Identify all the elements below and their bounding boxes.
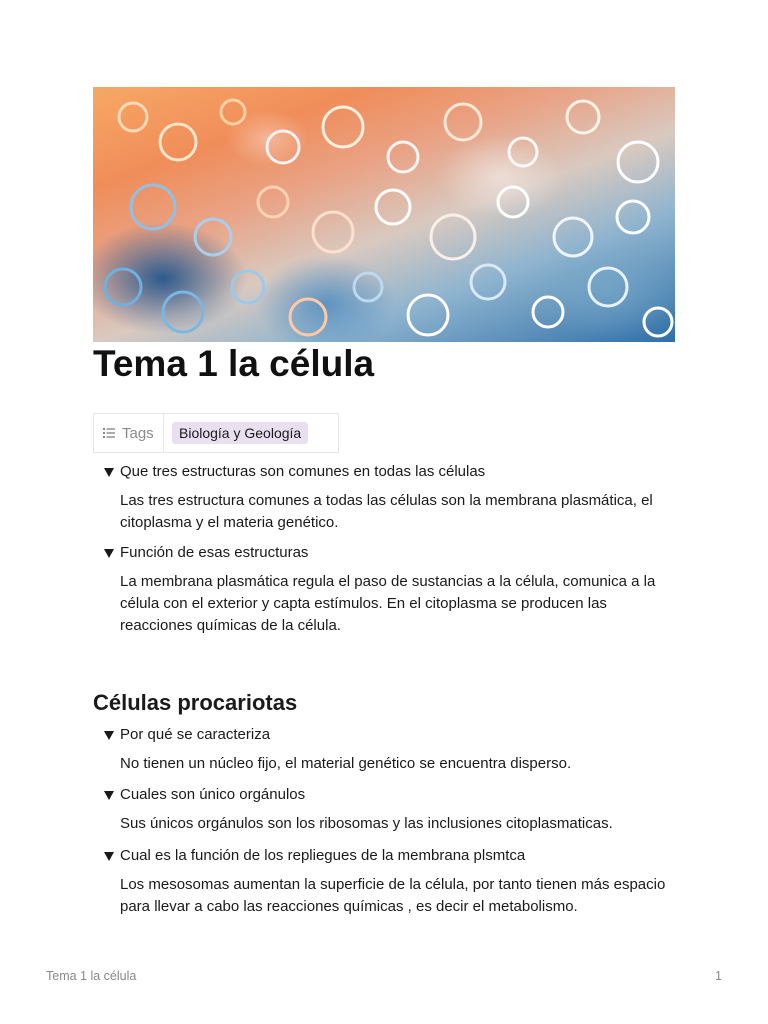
toggle-question-text: Que tres estructuras son comunes en todas las células xyxy=(120,463,486,480)
toggle-question[interactable] xyxy=(104,846,684,866)
toggle-block[interactable] xyxy=(104,543,684,637)
tag-chip[interactable]: Biología y Geología xyxy=(172,422,308,444)
toggle-block[interactable] xyxy=(104,785,684,835)
toggle-question[interactable] xyxy=(104,543,684,563)
tags-property-value[interactable] xyxy=(164,414,308,452)
toggle-answer: Sus únicos orgánulos son los ribosomas y las inclusiones citoplasmaticas. xyxy=(120,815,613,832)
triangle-down-icon[interactable] xyxy=(104,852,114,861)
toggle-question-text: Función de esas estructuras xyxy=(120,544,309,561)
tags-label: Tags xyxy=(122,424,154,442)
page-title: Tema 1 la célula xyxy=(93,343,375,384)
toggle-question[interactable] xyxy=(104,462,684,482)
toggle-block[interactable] xyxy=(104,462,684,534)
footer-page-number: 1 xyxy=(715,969,722,983)
tags-property-key xyxy=(94,414,164,452)
toggle-answer: La membrana plasmática regula el paso de sustancias a la célula, comunica a la célula con el exterior y capta estímulos. En el citoplasma se producen las reacciones químicas de la célula. xyxy=(120,573,656,634)
toggle-answer: No tienen un núcleo fijo, el material genético se encuentra disperso. xyxy=(120,755,572,772)
footer-doc-title: Tema 1 la célula xyxy=(46,969,137,983)
triangle-down-icon[interactable] xyxy=(104,791,114,800)
cover-image xyxy=(93,87,675,342)
toggle-question[interactable] xyxy=(104,725,684,745)
triangle-down-icon[interactable] xyxy=(104,468,114,477)
toggle-question[interactable] xyxy=(104,785,684,805)
toggle-answer: Los mesosomas aumentan la superficie de la célula, por tanto tienen más espacio para llevar a cabo las reacciones químicas , es decir el metabolismo. xyxy=(120,876,666,915)
triangle-down-icon[interactable] xyxy=(104,731,114,740)
toggle-answer: Las tres estructura comunes a todas las células son la membrana plasmática, el citoplasma y el materia genético. xyxy=(120,492,653,531)
properties-table xyxy=(93,413,339,453)
toggle-block[interactable] xyxy=(104,846,684,918)
toggle-question-text: Cual es la función de los repliegues de la membrana plsmtca xyxy=(120,847,526,864)
toggle-question-text: Cuales son único orgánulos xyxy=(120,786,306,803)
list-icon xyxy=(103,425,115,442)
toggle-question-text: Por qué se caracteriza xyxy=(120,726,271,743)
section-heading: Células procariotas xyxy=(93,690,298,715)
triangle-down-icon[interactable] xyxy=(104,549,114,558)
toggle-block[interactable] xyxy=(104,725,684,775)
